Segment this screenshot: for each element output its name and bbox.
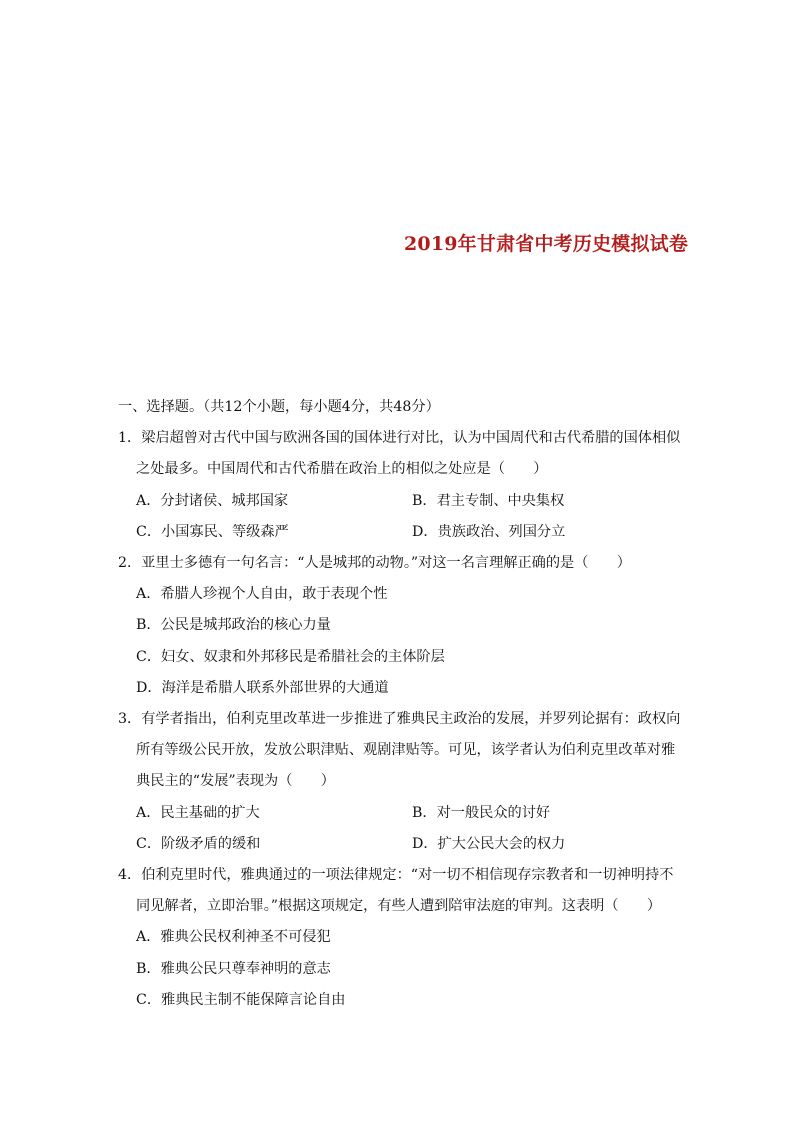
option-b[interactable]: B．公民是城邦政治的核心力量 bbox=[136, 617, 331, 634]
question-text: 同见解者，立即治罪。”根据这项规定，有些人遭到陪审法庭的审判。这表明（ ） bbox=[136, 898, 662, 915]
option-c[interactable]: C．雅典民主制不能保障言论自由 bbox=[136, 991, 346, 1008]
question-text: 3．有学者指出，伯利克里改革进一步推进了雅典民主政治的发展，并罗列论据有：政权向 bbox=[118, 711, 681, 727]
question-4 bbox=[118, 860, 688, 1016]
option-c[interactable]: C．小国寡民、等级森严 bbox=[136, 523, 289, 540]
option-b[interactable]: B．雅典公民只尊奉神明的意志 bbox=[136, 960, 331, 977]
option-row bbox=[118, 517, 688, 548]
option-a[interactable]: A．民主基础的扩大 bbox=[136, 804, 260, 821]
option-row bbox=[118, 798, 688, 829]
question-text: 之处最多。中国周代和古代希腊在政治上的相似之处应是（ ） bbox=[136, 461, 548, 478]
option-c[interactable]: C．阶级矛盾的缓和 bbox=[136, 835, 261, 852]
option-a[interactable]: A．希腊人珍视个人自由，敢于表现个性 bbox=[136, 586, 388, 603]
option-d[interactable]: D．贵族政治、列国分立 bbox=[412, 523, 566, 540]
option-c[interactable]: C．妇女、奴隶和外邦移民是希腊社会的主体阶层 bbox=[136, 648, 445, 665]
question-1 bbox=[118, 423, 688, 548]
option-d[interactable]: D．扩大公民大会的权力 bbox=[412, 835, 566, 852]
option-row bbox=[118, 829, 688, 860]
document-content bbox=[118, 392, 688, 1016]
question-text: 2．亚里士多德有一句名言：“人是城邦的动物。”对这一名言理解正确的是（ ） bbox=[118, 554, 631, 571]
option-b[interactable]: B．君主专制、中央集权 bbox=[412, 492, 565, 509]
question-text: 1．梁启超曾对古代中国与欧洲各国的国体进行对比，认为中国周代和古代希腊的国体相似 bbox=[118, 430, 681, 447]
option-row bbox=[118, 486, 688, 517]
question-text: 典民主的“发展”表现为（ ） bbox=[136, 773, 335, 790]
question-text: 4．伯利克里时代，雅典通过的一项法律规定：“对一切不相信现存宗教者和一切神明持不 bbox=[118, 866, 674, 883]
question-2 bbox=[118, 548, 688, 704]
section-heading: 一、选择题。（共12个小题，每小题4分，共48分） bbox=[118, 399, 440, 415]
option-a[interactable]: A．分封诸侯、城邦国家 bbox=[136, 492, 289, 509]
option-d[interactable]: D．海洋是希腊人联系外部世界的大通道 bbox=[136, 679, 389, 696]
question-3 bbox=[118, 704, 688, 860]
question-text: 所有等级公民开放，发放公职津贴、观剧津贴等。可见，该学者认为伯利克里改革对雅 bbox=[136, 742, 676, 759]
page-title: 2019年甘肃省中考历史模拟试卷 bbox=[404, 233, 689, 255]
option-b[interactable]: B．对一般民众的讨好 bbox=[412, 804, 551, 821]
option-a[interactable]: A．雅典公民权利神圣不可侵犯 bbox=[136, 929, 331, 946]
